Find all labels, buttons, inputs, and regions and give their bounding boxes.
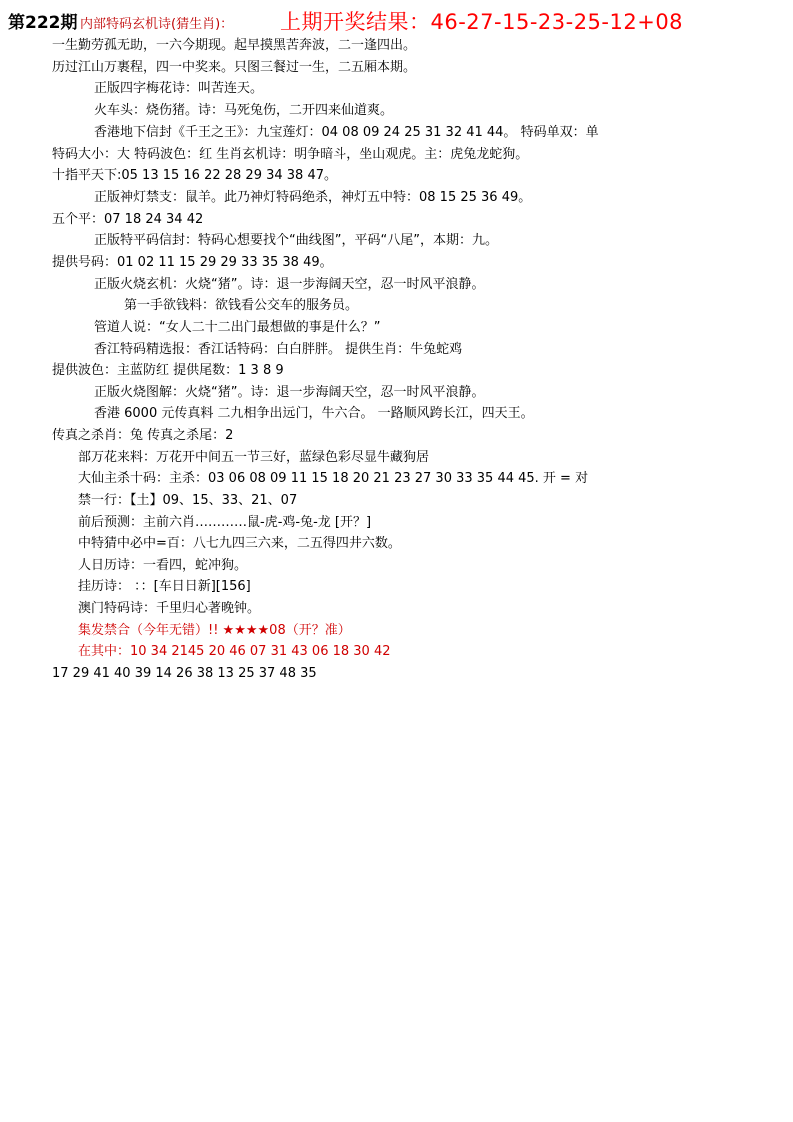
previous-results: 上期开奖结果：46-27-15-23-25-12+08 (280, 10, 684, 34)
text-line: 正版特平码信封：特码心想要找个“曲线图”，平码“八尾”，本期：九。 (94, 233, 498, 248)
issue-number: 第222期 (8, 13, 78, 33)
text-line-highlight: 在其中：10 34 2145 20 46 07 31 43 06 18 30 42 (78, 644, 391, 659)
text-line: 香港 6000 元传真料 二九相争出远门，牛六合。 一路顺风跨长江，四天王。 (94, 406, 534, 421)
text-line: 正版火烧图解：火烧“猪”。诗：退一步海阔天空，忍一时风平浪静。 (94, 385, 485, 400)
text-line: 澳门特码诗：千里归心著晚钟。 (78, 601, 261, 616)
text-line: 香港地下信封《千王之王》：九宝莲灯：04 08 09 24 25 31 32 41 44。 特码单双：单 (94, 125, 599, 140)
text-line: 特码大小：大 特码波色：红 生肖玄机诗：明争暗斗，坐山观虎。主：虎兔龙蛇狗。 (52, 147, 529, 162)
text-line: 五个平：07 18 24 34 42 (52, 212, 204, 227)
text-line: 管道人说：“女人二十二出门最想做的事是什么？” (94, 320, 381, 335)
text-line: 挂历诗： ：：[车日日新][156] (78, 579, 251, 594)
text-line: 传真之杀肖：兔 传真之杀尾：2 (52, 428, 234, 443)
text-line: 正版神灯禁支：鼠羊。此乃神灯特码绝杀，神灯五中特：08 15 25 36 49。 (94, 190, 532, 205)
text-line: 提供号码：01 02 11 15 29 29 33 35 38 49。 (52, 255, 333, 270)
text-line: 火车头：烧伤猪。诗：马死兔伤，二开四来仙道爽。 (94, 103, 394, 118)
text-line: 第一手欲钱料：欲钱看公交车的服务员。 (124, 298, 359, 313)
page-header (8, 6, 785, 32)
text-line: 一生勤劳孤无助，一六今期现。起早摸黑苦奔波，二一逢四出。 (52, 38, 417, 53)
text-line: 正版火烧玄机：火烧“猪”。诗：退一步海阔天空，忍一时风平浪静。 (94, 277, 485, 292)
text-line: 前后预测：主前六肖…………鼠-虎-鸡-兔-龙 [开？] (78, 515, 372, 530)
text-line: 香江特码精选报：香江话特码：白白胖胖。 提供生肖：牛兔蛇鸡 (94, 342, 463, 357)
text-line: 提供波色：主蓝防红 提供尾数：1 3 8 9 (52, 363, 284, 378)
text-line: 人日历诗：一看四，蛇冲狗。 (78, 558, 248, 573)
text-line: 17 29 41 40 39 14 26 38 13 25 37 48 35 (52, 666, 317, 681)
text-line: 大仙主杀十码：主杀：03 06 08 09 11 15 18 20 21 23 27 30 33 35 44 45. 开 = 对 (78, 471, 589, 486)
text-line: 中特猜中必中=百：八七九四三六来，二五得四井六数。 (78, 536, 401, 551)
header-subtitle: 内部特码玄机诗(猜生肖)： (80, 17, 234, 32)
text-line: 禁一行：【土】09、15、33、21、07 (78, 493, 298, 508)
text-line: 部万花来料：万花开中间五一节三好，蓝绿色彩尽显牛藏狗居 (78, 450, 430, 465)
text-line: 历过江山万裹程，四一中奖来。只图三餐过一生，二五厢本期。 (52, 60, 417, 75)
text-line: 正版四字梅花诗：叫苦连天。 (94, 81, 264, 96)
text-line: 十指平天下:05 13 15 16 22 28 29 34 38 47。 (52, 168, 337, 183)
text-line-highlight: 集发禁合（今年无错）!! ★★★★08（开？准） (78, 623, 351, 638)
